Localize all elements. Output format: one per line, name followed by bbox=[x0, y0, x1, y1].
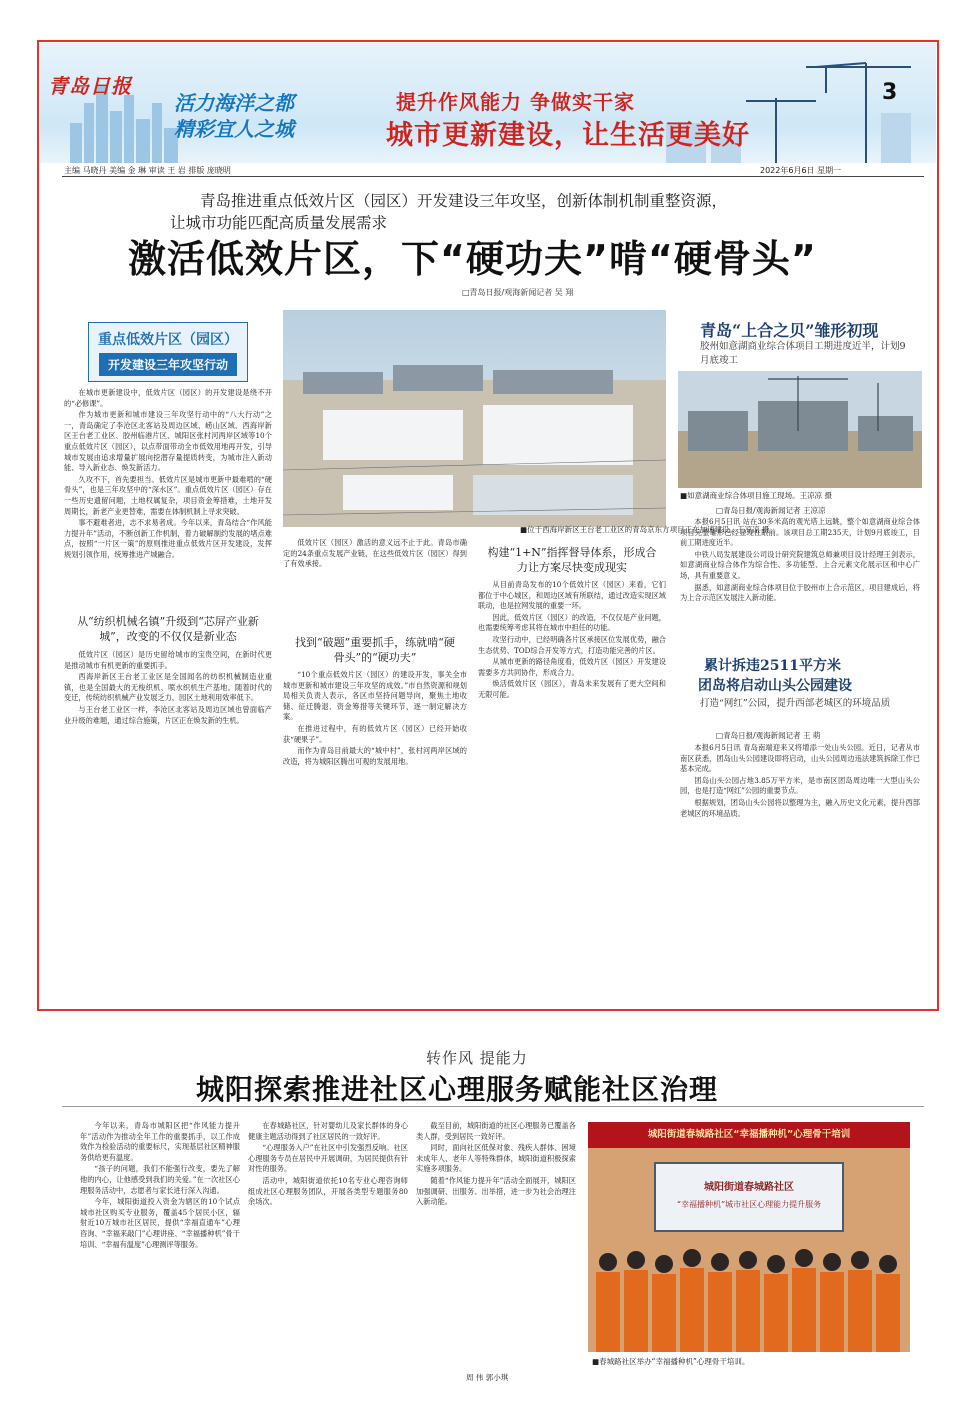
lead-column-2b: “10个重点低效片区（园区）的建设开发，事关全市城市更新和城市建设三年攻坚的成效。”市自然资源和规划局相关负责人表示，各区市坚持问题导向，聚焦土地收储、征迁腾退、资金筹措等关键环节，逐一制定解决方案。 在推进过程中，有的低效片区（园区）已经开始收获“硬果子”。 而作为青岛目前最大的“城中村”，张村河两岸区域的改造，将为城阳区腾出可观的发展用地。 bbox=[283, 670, 467, 766]
sidebar-story1-photo-caption: ■如意湖商业综合体项目施工现场。王凉凉 摄 bbox=[680, 491, 832, 500]
sidebar-story2-byline: □青岛日报/观海新闻记者 王 萌 bbox=[716, 731, 821, 740]
issue-date: 2022年6月6日 星期一 bbox=[760, 166, 842, 175]
lead-subhead-2: 找到“破题”重要抓手，练就啃“硬骨头”的“硬功夫” bbox=[295, 636, 455, 664]
bottom-column-2: 在春城路社区，针对婴幼儿及家长群体的身心健康主题活动得到了社区居民的一致好评。 “心理服务入户”在社区中引发强烈反响。社区心理服务专员在居民中开展调研，为居民提供有针对性的服务。 活动中，城阳街道依托10名专业心理咨询师组成社区心理服务团队，开展各类型专题服务80余场次。 bbox=[248, 1121, 408, 1207]
bottom-photo bbox=[588, 1122, 910, 1352]
slogan: 活力海洋之都 精彩宜人之城 bbox=[174, 91, 294, 141]
sidebar-story1-photo bbox=[678, 371, 922, 488]
lead-byline: □青岛日报/观海新闻记者 吴 翔 bbox=[462, 288, 574, 297]
lead-subhead-1: 从“纺织机械名镇”升级到“芯屏产业新城”，改变的不仅仅是新业态 bbox=[77, 615, 259, 643]
theme-subtitle: 提升作风能力 争做实干家 bbox=[396, 90, 635, 114]
lead-photo-caption: ■位于西海岸新区王台老工业区的青岛京东方项目正在加速建设。王凉凉 摄 bbox=[520, 525, 770, 534]
bottom-kicker: 转作风 提能力 bbox=[426, 1049, 528, 1067]
divider bbox=[62, 1106, 924, 1107]
lead-column-3: 从目前青岛发布的10个低效片区（园区）来看，它们都位于中心城区，和周边区域有所联结，通过改造实现区域联动，也是拉网发展的重要一环。 因此，低效片区（园区）的改造，不仅仅是产业问题，也需要统筹考虑其将在城市中担任的功能。 攻坚行动中，已经明确各片区承接区位发展优势，融合生态优势、TOD综合开发等方式，打造功能完善的片区。 从城市更新的路径角度看，低效片区（园区）开发建设需要多方共同协作，形成合力。 焕活低效片区（园区），青岛未来发展有了更大空间和无限可能。 bbox=[478, 580, 666, 699]
sidebar-story2-body: 本报6月5日讯 青岛南端迎来又将增添一处山头公园。近日，记者从市南区获悉，团岛山头公园建设即将启动，山头公园周边违法建筑拆除工作已基本完成。 团岛山头公园占地3.85万平方米，是市南区团岛周边唯一大型山头公园，也是打造“网红”公园的重要节点。 根据规划，团岛山头公园将以整理为主，融入历史文化元素，提升西部老城区的环境品质。 bbox=[680, 743, 920, 818]
sidebar-story1-subtitle: 胶州如意湖商业综合体项目工期进度近半，计划9月底竣工 bbox=[700, 341, 906, 366]
lead-subhead-3: 构建“1+N”指挥督导体系，形成合力让方案尽快变成现实 bbox=[487, 546, 657, 574]
lead-photo bbox=[283, 310, 666, 527]
photo-banner: 城阳街道春城路社区“幸福播种机”心理骨干培训 bbox=[588, 1122, 910, 1148]
theme-title: 城市更新建设，让生活更美好 bbox=[386, 120, 750, 151]
sidebar-story1-byline: □青岛日报/观海新闻记者 王凉凉 bbox=[716, 506, 826, 515]
industrial-park-aerial-image bbox=[283, 310, 666, 527]
campaign-badge: 重点低效片区（园区） 开发建设三年攻坚行动 bbox=[88, 322, 248, 382]
editorial-credits: 主编 马晓丹 美编 金 琳 审读 王 岩 排版 庞晓明 bbox=[64, 166, 231, 175]
bottom-column-1: 今年以来，青岛市城阳区把“作风能力提升年”活动作为推动全年工作的重要抓手，以工作成效作为检验活动的重要标尺，实现基层社区精神服务供给更有温度。 “孩子的问题，我们不能强行改变，要先了解他的内心，让他感受到我们的关爱。”在一次社区心理服务活动中，志愿者与家长进行深入沟通。 今年，城阳街道投入资金为辖区的10个试点城市社区购买专业服务，覆盖45个居民小区，辐射近10万城市社区居民，提供“幸福直通车”心理咨询、“幸福来敲门”心理讲座、“幸福播种机”骨干培训、“幸福有温度”心理测评等服务。 bbox=[80, 1121, 240, 1249]
lead-headline: 激活低效片区，下“硬功夫”啃“硬骨头” bbox=[128, 237, 817, 281]
sidebar-story1-body: 本报6月5日讯 站在30多米高的观光塔上远眺，整个如意湖商业综合体项目完整雏形已经显现在眼前。该项目总工期235天，计划9月底竣工，目前工期进度近半。 中铁八局发展建设公司设计研究院建筑总师兼项目设计经理王剑表示，如意湖商业综合体作为综合性、多功能型、上合元素文化展示区和中心广场，具有重要意义。 据悉，如意湖商业综合体项目位于胶州市上合示范区，项目建成后，将为上合示范区发展注入新动能。 bbox=[680, 517, 920, 603]
lead-kicker: 青岛推进重点低效片区（园区）开发建设三年攻坚，创新体制机制重整资源， 让城市功能匹配高质量发展需求 bbox=[170, 192, 728, 232]
bottom-photo-caption: ■春城路社区举办“幸福播种机”心理骨干培训。 bbox=[592, 1357, 750, 1366]
page-number: 3 bbox=[882, 80, 898, 105]
bottom-author: 周 伟 郭小琪 bbox=[466, 1373, 509, 1382]
lead-column-1: 在城市更新建设中，低效片区（园区）的开发建设是绕不开的“必修课”。 作为城市更新和城市建设三年攻坚行动中的“八大行动”之一，青岛确定了李沧区北客站及周边区域、崂山区域、西海岸新区王台老工业区、胶州临港片区、城阳区张村河两岸区域等10个重点低效片区（园区），以点带面带动全市低效用地再开发，引导城市发展由追求增量扩展向挖潜存量提质转变，为城市注入新动能、导入新业态、焕发新活力。 久攻不下，首先要担当。低效片区是城市更新中最难啃的“硬骨头”，也是三年攻坚中的“深水区”。重点低效片区（园区）存在一些历史遗留问题，土地权属复杂，项目资金筹措难，土地开发周期长，新老产业更替难，需要在体制机制上寻求突破。 事不避难者进，志不求易者成。今年以来，青岛结合“作风能力提升年”活动，不断创新工作机制，着力破解制约发展的堵点难点，按照“一片区一策”的原则推进重点低效片区开发建设，发挥规划引领作用，统筹推进产城融合。 bbox=[64, 388, 272, 559]
sidebar-story1-title: 青岛“上合之贝”雏形初现 bbox=[700, 321, 879, 340]
group-photo-people bbox=[588, 1242, 910, 1352]
lead-column-1b: 低效片区（园区）是历史留给城市的宝贵空间，在新时代更是推动城市有机更新的重要抓手。 西海岸新区王台老工业区是全国闻名的纺织机械制造业重镇，也是全国最大的无梭织机、喷水织机生产基地。随着时代的变迁，传统纺织机械产业发展乏力，园区土地利用效率低下。 与王台老工业区一样，李沧区北客站及周边区域也曾面临产业升级的难题，通过综合施策，片区正在焕发新的生机。 bbox=[64, 650, 272, 725]
projection-screen: 城阳街道春城路社区 “幸福播种机”城市社区心理能力提升服务 bbox=[654, 1162, 844, 1232]
bottom-column-3: 截至目前，城阳街道的社区心理服务已覆盖各类人群，受到居民一致好评。 同时，面向社区低保对象、残疾人群体、困境未成年人、老年人等特殊群体，城阳街道积极探索实施多项服务。 随着“作风能力提升年”活动全面展开，城阳区加强调研、出服务、出举措，进一步为社会治理注入新动能。 bbox=[416, 1121, 576, 1207]
newspaper-logo: 青岛日报 bbox=[48, 74, 132, 98]
construction-site-image bbox=[678, 371, 922, 488]
sidebar-story2-subtitle: 打造“网红”公园，提升西部老城区的环境品质 bbox=[700, 698, 891, 709]
sidebar-story2-title-1: 累计拆违2511平方米 bbox=[704, 658, 841, 674]
lead-column-2a: 低效片区（园区）激活的意义远不止于此。青岛市确定的24条重点发展产业链，在这些低效片区（园区）得到了有效承接。 bbox=[283, 538, 467, 569]
bottom-headline: 城阳探索推进社区心理服务赋能社区治理 bbox=[196, 1073, 719, 1106]
divider bbox=[62, 176, 924, 177]
sidebar-story2-title-2: 团岛将启动山头公园建设 bbox=[698, 678, 852, 694]
